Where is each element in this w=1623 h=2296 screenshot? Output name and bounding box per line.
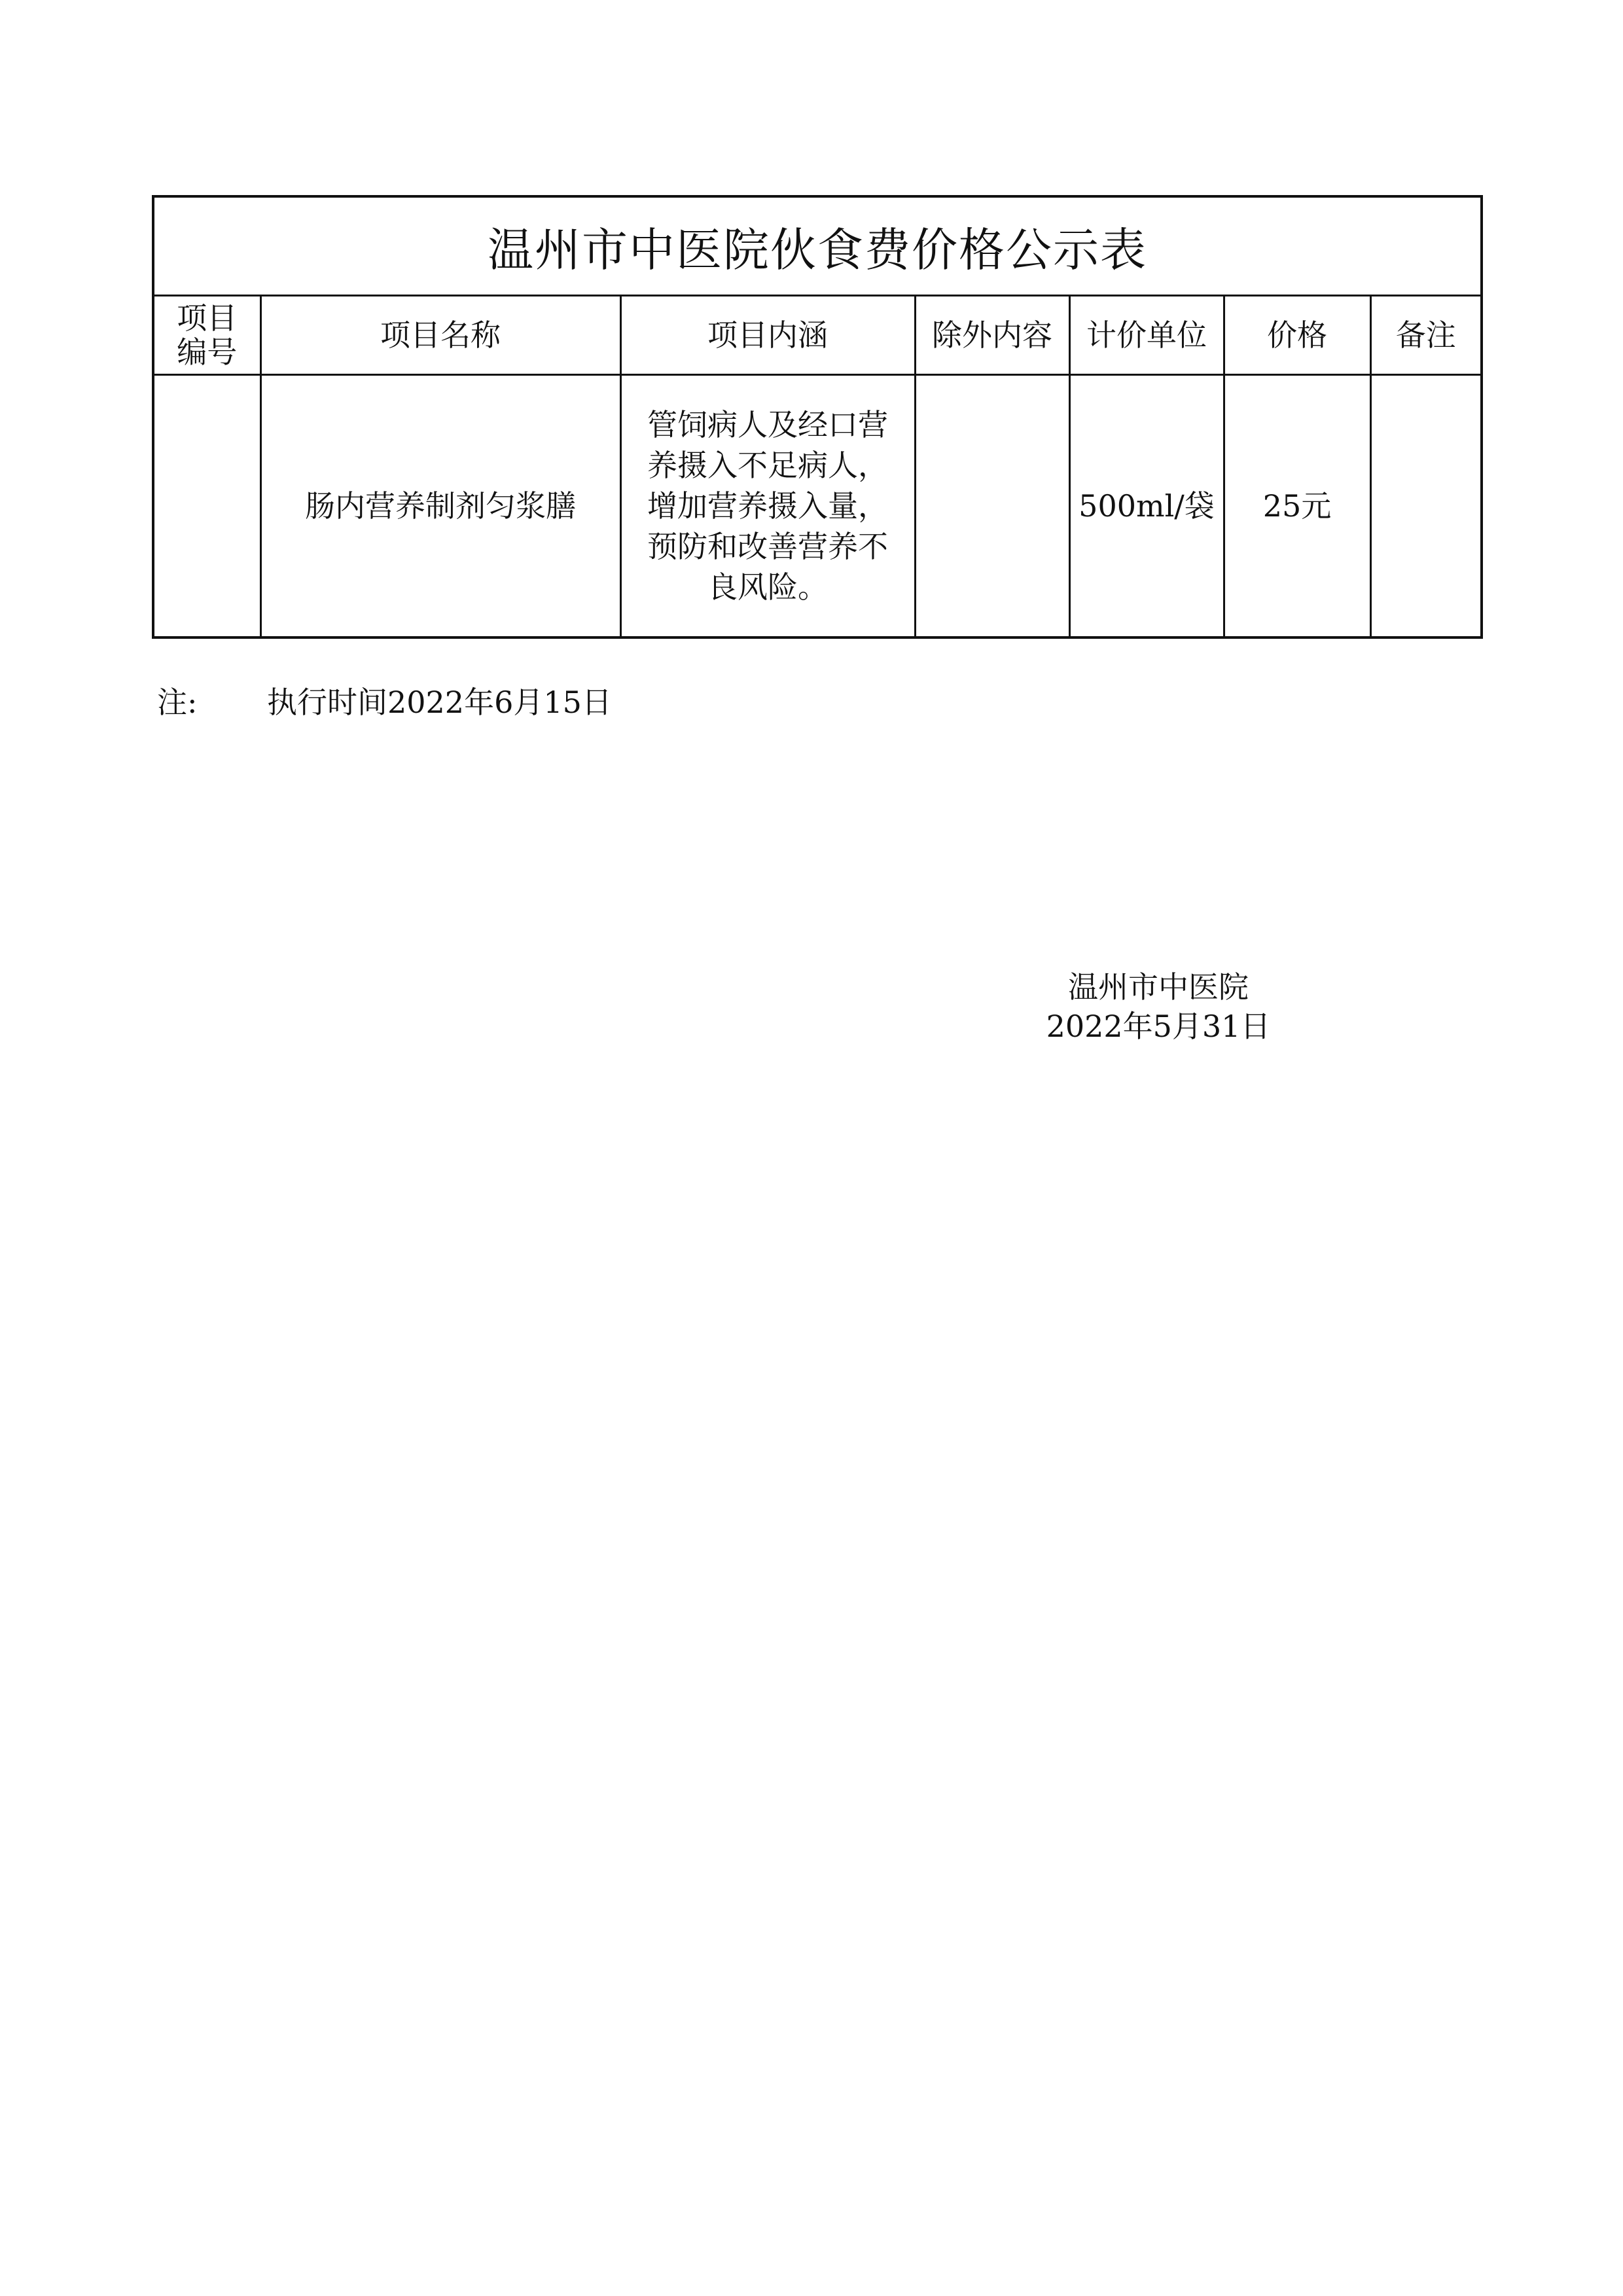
column-header-exclusions: 除外内容 [915,296,1069,375]
column-header-name: 项目名称 [260,296,620,375]
cell-unit: 500ml/袋 [1069,375,1224,638]
cell-content-line-1: 管饲病人及经口营 [647,407,888,442]
cell-name: 肠内营养制剂匀浆膳 [260,375,620,638]
cell-exclusions [915,375,1069,638]
column-header-code-line-2: 编号 [177,334,238,370]
cell-content [620,375,915,638]
cell-content-line-4: 预防和改善营养不 [647,529,888,564]
column-header-price: 价格 [1224,296,1370,375]
signature-block [1021,967,1296,1046]
note-label: 注: [157,685,198,720]
cell-content-line-3: 增加营养摄入量， [647,488,888,524]
signature-date: 2022年5月31日 [1046,1009,1271,1044]
cell-price: 25元 [1224,375,1370,638]
column-header-code-line-1: 项目 [177,300,238,336]
signature-organization: 温州市中医院 [1068,969,1249,1005]
table-header-row [153,296,1482,375]
cell-code [153,375,260,638]
cell-content-line-2: 养摄入不足病人， [647,448,888,483]
note-text: 执行时间2022年6月15日 [267,685,612,720]
table-title: 温州市中医院伙食费价格公示表 [153,196,1482,296]
column-header-unit: 计价单位 [1069,296,1224,375]
cell-remarks [1370,375,1482,638]
table-row [153,375,1482,638]
column-header-remarks: 备注 [1370,296,1482,375]
price-table [152,195,1483,639]
column-header-code [153,296,260,375]
column-header-content: 项目内涵 [620,296,915,375]
cell-content-line-5: 良风险。 [707,569,828,605]
